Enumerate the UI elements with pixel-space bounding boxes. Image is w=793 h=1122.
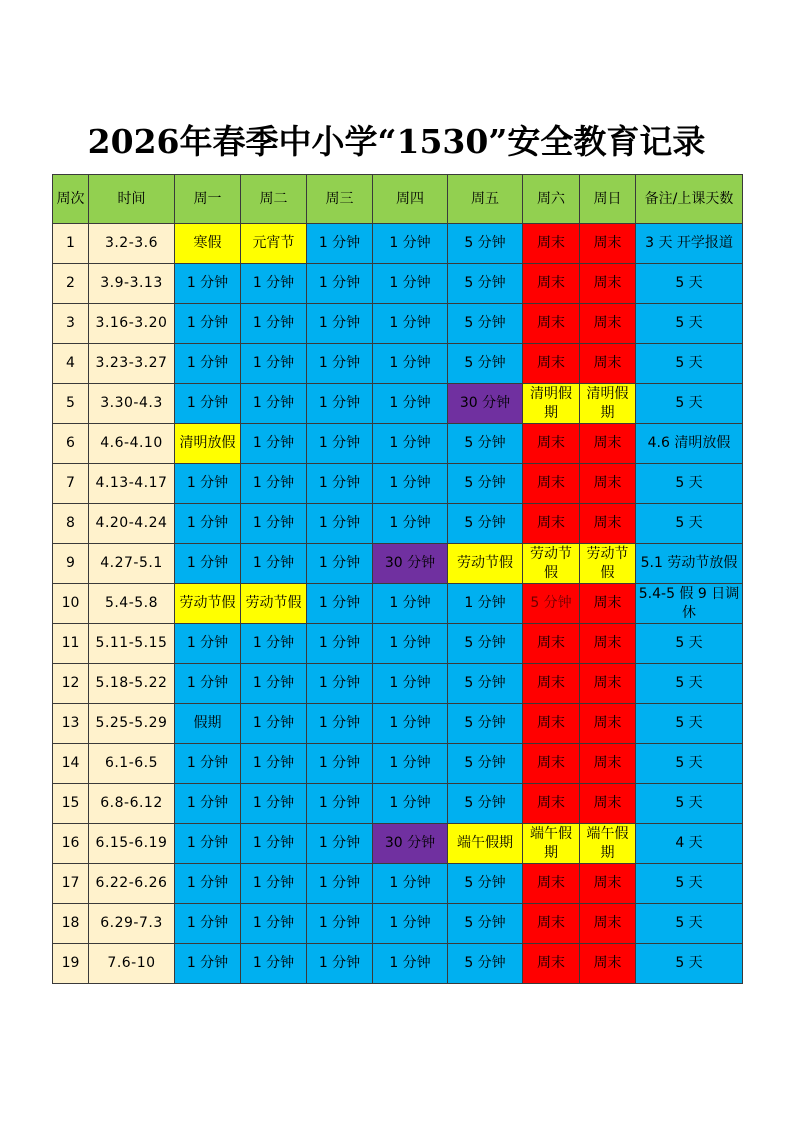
cell-tue: 1 分钟: [241, 504, 307, 544]
cell-notes: 5.4-5 假 9 日调休: [636, 584, 743, 624]
cell-thu: 1 分钟: [373, 224, 448, 264]
week-number: 2: [53, 264, 89, 304]
cell-sun: 周末: [580, 664, 636, 704]
header-row: [53, 175, 743, 224]
cell-notes: 5 天: [636, 904, 743, 944]
cell-notes: 5 天: [636, 384, 743, 424]
cell-thu: 1 分钟: [373, 784, 448, 824]
cell-wed: 1 分钟: [307, 864, 373, 904]
header-week: 周次: [53, 175, 89, 224]
table-row: [53, 504, 743, 544]
cell-sat: 周末: [523, 504, 580, 544]
cell-sun: 周末: [580, 864, 636, 904]
cell-notes: 5 天: [636, 464, 743, 504]
cell-wed: 1 分钟: [307, 664, 373, 704]
week-number: 14: [53, 744, 89, 784]
cell-mon: 劳动节假: [175, 584, 241, 624]
cell-tue: 1 分钟: [241, 944, 307, 984]
cell-mon: 1 分钟: [175, 344, 241, 384]
date-range: 5.25-5.29: [89, 704, 175, 744]
date-range: 3.9-3.13: [89, 264, 175, 304]
cell-fri: 5 分钟: [448, 944, 523, 984]
cell-mon: 1 分钟: [175, 544, 241, 584]
week-number: 6: [53, 424, 89, 464]
header-thu: 周四: [373, 175, 448, 224]
cell-notes: 5 天: [636, 504, 743, 544]
table-row: [53, 304, 743, 344]
cell-thu: 1 分钟: [373, 624, 448, 664]
cell-mon: 1 分钟: [175, 624, 241, 664]
date-range: 5.18-5.22: [89, 664, 175, 704]
cell-mon: 1 分钟: [175, 464, 241, 504]
cell-thu: 1 分钟: [373, 584, 448, 624]
cell-notes: 5 天: [636, 304, 743, 344]
week-number: 4: [53, 344, 89, 384]
cell-sat: 周末: [523, 744, 580, 784]
cell-tue: 1 分钟: [241, 664, 307, 704]
table-row: [53, 584, 743, 624]
cell-mon: 1 分钟: [175, 864, 241, 904]
table-row: [53, 544, 743, 584]
date-range: 3.23-3.27: [89, 344, 175, 384]
cell-fri: 5 分钟: [448, 504, 523, 544]
week-number: 8: [53, 504, 89, 544]
date-range: 5.4-5.8: [89, 584, 175, 624]
cell-tue: 元宵节: [241, 224, 307, 264]
date-range: 4.6-4.10: [89, 424, 175, 464]
cell-notes: 4 天: [636, 824, 743, 864]
table-row: [53, 704, 743, 744]
table-row: [53, 464, 743, 504]
cell-wed: 1 分钟: [307, 344, 373, 384]
cell-sat: 周末: [523, 864, 580, 904]
cell-wed: 1 分钟: [307, 744, 373, 784]
cell-sun: 周末: [580, 504, 636, 544]
cell-thu: 1 分钟: [373, 664, 448, 704]
schedule-table: [52, 174, 743, 984]
cell-thu: 1 分钟: [373, 904, 448, 944]
cell-mon: 1 分钟: [175, 944, 241, 984]
cell-sun: 劳动节假: [580, 544, 636, 584]
cell-wed: 1 分钟: [307, 424, 373, 464]
cell-sun: 清明假期: [580, 384, 636, 424]
page-title: 2026年春季中小学“1530”安全教育记录: [87, 122, 706, 161]
week-number: 10: [53, 584, 89, 624]
cell-sun: 周末: [580, 624, 636, 664]
cell-sat: 端午假期: [523, 824, 580, 864]
cell-notes: 5 天: [636, 864, 743, 904]
cell-sat: 周末: [523, 944, 580, 984]
cell-mon: 1 分钟: [175, 824, 241, 864]
cell-fri: 5 分钟: [448, 424, 523, 464]
cell-fri: 5 分钟: [448, 624, 523, 664]
cell-fri: 30 分钟: [448, 384, 523, 424]
cell-mon: 假期: [175, 704, 241, 744]
cell-fri: 5 分钟: [448, 864, 523, 904]
cell-sat: 周末: [523, 344, 580, 384]
cell-fri: 5 分钟: [448, 904, 523, 944]
header-mon: 周一: [175, 175, 241, 224]
table-row: [53, 864, 743, 904]
cell-sun: 周末: [580, 904, 636, 944]
date-range: 6.15-6.19: [89, 824, 175, 864]
cell-sun: 周末: [580, 344, 636, 384]
week-number: 3: [53, 304, 89, 344]
week-number: 19: [53, 944, 89, 984]
cell-tue: 1 分钟: [241, 424, 307, 464]
cell-thu: 1 分钟: [373, 504, 448, 544]
date-range: 5.11-5.15: [89, 624, 175, 664]
cell-notes: 5 天: [636, 784, 743, 824]
cell-mon: 1 分钟: [175, 384, 241, 424]
cell-thu: 1 分钟: [373, 264, 448, 304]
cell-tue: 1 分钟: [241, 824, 307, 864]
table-row: [53, 624, 743, 664]
cell-tue: 1 分钟: [241, 864, 307, 904]
cell-tue: 1 分钟: [241, 264, 307, 304]
cell-mon: 1 分钟: [175, 664, 241, 704]
cell-tue: 1 分钟: [241, 384, 307, 424]
cell-notes: 5 天: [636, 344, 743, 384]
cell-sat: 周末: [523, 464, 580, 504]
table-row: [53, 784, 743, 824]
cell-thu: 1 分钟: [373, 344, 448, 384]
cell-thu: 1 分钟: [373, 384, 448, 424]
cell-fri: 劳动节假: [448, 544, 523, 584]
cell-mon: 清明放假: [175, 424, 241, 464]
cell-wed: 1 分钟: [307, 504, 373, 544]
cell-fri: 5 分钟: [448, 744, 523, 784]
cell-tue: 劳动节假: [241, 584, 307, 624]
date-range: 3.16-3.20: [89, 304, 175, 344]
cell-notes: 5 天: [636, 264, 743, 304]
date-range: 4.27-5.1: [89, 544, 175, 584]
cell-sun: 端午假期: [580, 824, 636, 864]
cell-thu: 1 分钟: [373, 744, 448, 784]
cell-thu: 1 分钟: [373, 304, 448, 344]
table-row: [53, 224, 743, 264]
cell-sat: 周末: [523, 304, 580, 344]
week-number: 9: [53, 544, 89, 584]
table-row: [53, 424, 743, 464]
cell-sun: 周末: [580, 584, 636, 624]
cell-wed: 1 分钟: [307, 944, 373, 984]
cell-mon: 寒假: [175, 224, 241, 264]
date-range: 7.6-10: [89, 944, 175, 984]
cell-fri: 5 分钟: [448, 264, 523, 304]
cell-wed: 1 分钟: [307, 304, 373, 344]
cell-wed: 1 分钟: [307, 384, 373, 424]
cell-fri: 5 分钟: [448, 464, 523, 504]
week-number: 5: [53, 384, 89, 424]
cell-fri: 5 分钟: [448, 344, 523, 384]
cell-sun: 周末: [580, 784, 636, 824]
cell-wed: 1 分钟: [307, 824, 373, 864]
cell-sat: 清明假期: [523, 384, 580, 424]
cell-thu: 1 分钟: [373, 864, 448, 904]
date-range: 3.2-3.6: [89, 224, 175, 264]
cell-wed: 1 分钟: [307, 544, 373, 584]
header-sun: 周日: [580, 175, 636, 224]
cell-tue: 1 分钟: [241, 784, 307, 824]
cell-notes: 5 天: [636, 944, 743, 984]
cell-mon: 1 分钟: [175, 744, 241, 784]
date-range: 6.1-6.5: [89, 744, 175, 784]
header-date: 时间: [89, 175, 175, 224]
cell-sun: 周末: [580, 264, 636, 304]
cell-notes: 5.1 劳动节放假: [636, 544, 743, 584]
cell-tue: 1 分钟: [241, 624, 307, 664]
cell-tue: 1 分钟: [241, 904, 307, 944]
cell-thu: 1 分钟: [373, 424, 448, 464]
week-number: 13: [53, 704, 89, 744]
header-sat: 周六: [523, 175, 580, 224]
cell-fri: 5 分钟: [448, 664, 523, 704]
table-row: [53, 664, 743, 704]
cell-tue: 1 分钟: [241, 744, 307, 784]
table-row: [53, 744, 743, 784]
table-row: [53, 344, 743, 384]
cell-notes: 5 天: [636, 704, 743, 744]
cell-wed: 1 分钟: [307, 264, 373, 304]
cell-thu: 1 分钟: [373, 464, 448, 504]
cell-fri: 5 分钟: [448, 704, 523, 744]
cell-sat: 周末: [523, 784, 580, 824]
cell-notes: 3 天 开学报道: [636, 224, 743, 264]
cell-sat: 周末: [523, 704, 580, 744]
date-range: 3.30-4.3: [89, 384, 175, 424]
cell-sat: 周末: [523, 664, 580, 704]
cell-fri: 5 分钟: [448, 784, 523, 824]
date-range: 4.13-4.17: [89, 464, 175, 504]
cell-sat: 周末: [523, 424, 580, 464]
cell-tue: 1 分钟: [241, 544, 307, 584]
cell-notes: 5 天: [636, 664, 743, 704]
cell-sun: 周末: [580, 224, 636, 264]
week-number: 12: [53, 664, 89, 704]
cell-sun: 周末: [580, 704, 636, 744]
cell-sun: 周末: [580, 744, 636, 784]
cell-notes: 5 天: [636, 624, 743, 664]
cell-sat: 劳动节假: [523, 544, 580, 584]
header-tue: 周二: [241, 175, 307, 224]
cell-wed: 1 分钟: [307, 584, 373, 624]
cell-notes: 4.6 清明放假: [636, 424, 743, 464]
cell-tue: 1 分钟: [241, 704, 307, 744]
header-wed: 周三: [307, 175, 373, 224]
week-number: 18: [53, 904, 89, 944]
cell-sun: 周末: [580, 464, 636, 504]
cell-mon: 1 分钟: [175, 504, 241, 544]
table-row: [53, 904, 743, 944]
cell-fri: 端午假期: [448, 824, 523, 864]
cell-thu: 1 分钟: [373, 944, 448, 984]
cell-mon: 1 分钟: [175, 784, 241, 824]
date-range: 6.22-6.26: [89, 864, 175, 904]
table-row: [53, 824, 743, 864]
cell-sun: 周末: [580, 944, 636, 984]
date-range: 6.8-6.12: [89, 784, 175, 824]
cell-fri: 5 分钟: [448, 224, 523, 264]
week-number: 11: [53, 624, 89, 664]
cell-notes: 5 天: [636, 744, 743, 784]
cell-sat: 周末: [523, 904, 580, 944]
cell-sat: 周末: [523, 624, 580, 664]
cell-wed: 1 分钟: [307, 224, 373, 264]
week-number: 7: [53, 464, 89, 504]
header-notes: 备注/上课天数: [636, 175, 743, 224]
week-number: 15: [53, 784, 89, 824]
week-number: 17: [53, 864, 89, 904]
table-row: [53, 944, 743, 984]
date-range: 4.20-4.24: [89, 504, 175, 544]
table-row: [53, 264, 743, 304]
cell-thu: 30 分钟: [373, 824, 448, 864]
cell-tue: 1 分钟: [241, 304, 307, 344]
cell-tue: 1 分钟: [241, 344, 307, 384]
cell-sun: 周末: [580, 424, 636, 464]
cell-fri: 5 分钟: [448, 304, 523, 344]
cell-sat: 周末: [523, 224, 580, 264]
cell-thu: 30 分钟: [373, 544, 448, 584]
date-range: 6.29-7.3: [89, 904, 175, 944]
cell-sat: 5 分钟: [523, 584, 580, 624]
header-fri: 周五: [448, 175, 523, 224]
cell-mon: 1 分钟: [175, 904, 241, 944]
schedule-body: [53, 224, 743, 984]
cell-wed: 1 分钟: [307, 904, 373, 944]
cell-mon: 1 分钟: [175, 264, 241, 304]
cell-fri: 1 分钟: [448, 584, 523, 624]
week-number: 1: [53, 224, 89, 264]
cell-tue: 1 分钟: [241, 464, 307, 504]
cell-sat: 周末: [523, 264, 580, 304]
cell-mon: 1 分钟: [175, 304, 241, 344]
cell-wed: 1 分钟: [307, 464, 373, 504]
week-number: 16: [53, 824, 89, 864]
cell-wed: 1 分钟: [307, 784, 373, 824]
cell-sun: 周末: [580, 304, 636, 344]
cell-wed: 1 分钟: [307, 624, 373, 664]
cell-thu: 1 分钟: [373, 704, 448, 744]
table-row: [53, 384, 743, 424]
cell-wed: 1 分钟: [307, 704, 373, 744]
